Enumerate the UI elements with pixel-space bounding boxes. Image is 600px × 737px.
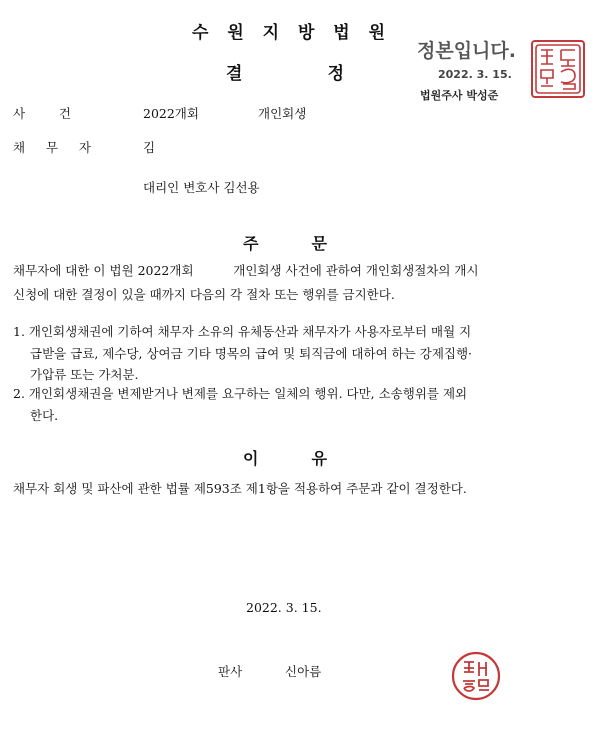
court-char: 수 bbox=[192, 23, 211, 43]
order-item-2-line1: 2. 개인회생채권을 변제받거나 변제를 요구하는 일체의 행위. 다만, 소송행위를 제외 bbox=[13, 386, 468, 401]
reason-heading bbox=[243, 446, 327, 469]
decision-date: 2022. 3. 15. bbox=[246, 600, 322, 615]
case-name: 개인회생 bbox=[258, 106, 307, 121]
heading-char: 이 bbox=[243, 449, 259, 468]
court-title bbox=[192, 18, 387, 43]
label-char: 채 bbox=[13, 140, 26, 155]
heading-char: 주 bbox=[243, 234, 259, 253]
order-heading bbox=[243, 231, 327, 254]
debtor-name: 김 bbox=[143, 140, 156, 155]
label-char: 사 bbox=[13, 106, 26, 121]
certification-title: 정본입니다. bbox=[417, 40, 516, 62]
decision-char: 결 bbox=[226, 64, 245, 84]
label-char: 무 bbox=[45, 140, 59, 155]
court-seal-square bbox=[531, 40, 585, 98]
court-char: 법 bbox=[333, 23, 352, 43]
court-char: 지 bbox=[262, 23, 282, 43]
judge-name: 신아름 bbox=[285, 664, 322, 679]
court-char: 원 bbox=[368, 23, 387, 43]
heading-char: 유 bbox=[311, 449, 327, 468]
order-item-1-line3: 가압류 또는 가처분. bbox=[30, 367, 139, 382]
order-item-1-line2: 급받을 급료, 제수당, 상여금 기타 명목의 급여 및 퇴직금에 대하여 하는 강제집행· bbox=[30, 346, 473, 361]
label-char: 건 bbox=[58, 106, 71, 121]
court-char: 방 bbox=[297, 23, 317, 43]
seal-pattern-icon bbox=[533, 42, 583, 96]
court-char: 원 bbox=[227, 23, 246, 43]
judge-seal-icon bbox=[450, 650, 502, 702]
order-intro-line2: 신청에 대한 결정이 있을 때까지 다음의 각 절차 또는 행위를 금지한다. bbox=[13, 287, 395, 302]
label-char: 자 bbox=[78, 140, 91, 155]
judge-seal bbox=[450, 650, 502, 702]
order-item-2-line2: 한다. bbox=[30, 408, 59, 423]
attorney: 대리인 변호사 김선용 bbox=[143, 180, 260, 195]
judge-title: 판사 bbox=[218, 664, 243, 679]
order-intro-line1: 채무자에 대한 이 법원 2022개회 개인회생 사건에 관하여 개인회생절차의 개시 bbox=[13, 263, 479, 278]
heading-char: 문 bbox=[311, 234, 327, 253]
case-number: 2022개회 bbox=[143, 106, 199, 121]
debtor-label bbox=[13, 139, 91, 156]
reason-text: 채무자 회생 및 파산에 관한 법률 제593조 제1항을 적용하여 주문과 같이 결정한다. bbox=[13, 481, 467, 496]
decision-title bbox=[226, 59, 346, 84]
certification-clerk: 법원주사 박성준 bbox=[420, 89, 499, 102]
order-item-1-line1: 1. 개인회생채권에 기하여 채무자 소유의 유체동산과 채무자가 사용자로부터 매월 지 bbox=[13, 324, 472, 339]
case-label bbox=[13, 105, 71, 122]
certification-date: 2022. 3. 15. bbox=[438, 68, 512, 81]
decision-char: 정 bbox=[327, 64, 346, 84]
